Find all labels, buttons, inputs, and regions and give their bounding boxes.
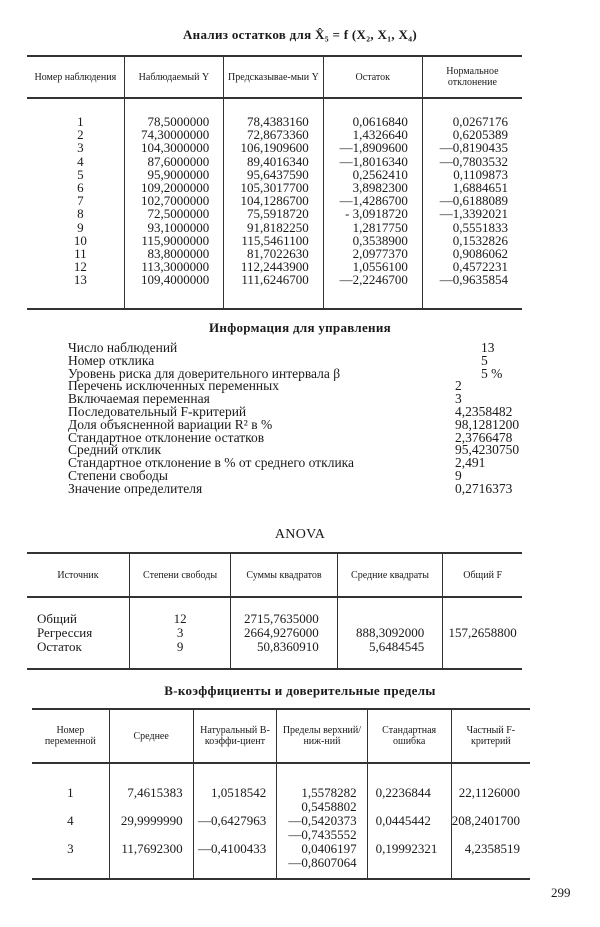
bcoef-var: 3 <box>67 841 74 856</box>
residual-cell: —1,8016340 <box>339 153 408 169</box>
residual-cell: —1,8909600 <box>339 140 408 156</box>
info-label: Значение определителя <box>68 480 203 496</box>
residual-cell: 13 <box>73 272 87 288</box>
info-value: 95,4230750 <box>455 442 520 458</box>
col-header: Остаток <box>323 56 422 98</box>
residual-cell: 0,0267176 <box>452 114 508 129</box>
bcoef-var: 1 <box>67 785 74 800</box>
residual-cell: 12 <box>73 259 87 275</box>
info-list <box>68 342 528 496</box>
residual-cell: —1,3392021 <box>439 206 508 222</box>
residual-cell: 115,9000000 <box>141 232 210 248</box>
residual-cell: 10 <box>73 232 87 248</box>
residual-cell: 78,4383160 <box>246 114 309 129</box>
anova-df: 12 <box>173 611 187 626</box>
bcoef-f: 208,2401700 <box>451 813 520 828</box>
residual-cell: 5 <box>77 166 84 182</box>
bcoef-b: —0,4100433 <box>198 841 267 856</box>
info-label: Степени свободы <box>68 467 168 483</box>
residual-cell: 0,0616840 <box>352 114 408 129</box>
bcoef-title: B-коэффициенты и доверительные пределы <box>164 683 436 698</box>
residual-cell: 93,1000000 <box>147 219 210 235</box>
info-value: 9 <box>455 467 462 483</box>
anova-source: Остаток <box>37 639 82 654</box>
col-header: Предсказывае-мыи Y <box>224 56 324 98</box>
col-header: Источник <box>27 553 129 597</box>
residual-cell: 78,5000000 <box>147 114 210 129</box>
residual-cell: 0,9086062 <box>452 245 508 261</box>
residual-cell: 115,5461100 <box>241 232 309 248</box>
bcoef-upper: —0,5420373 <box>288 813 357 828</box>
col-header: Суммы квадратов <box>231 553 338 597</box>
residual-cell: 81,7022630 <box>246 245 309 261</box>
residual-cell: 95,9000000 <box>147 166 210 182</box>
residual-cell: 105,3017700 <box>240 179 309 195</box>
residual-cell: —0,7803532 <box>439 153 508 169</box>
bcoef-mean: 29,9999990 <box>120 813 183 828</box>
anova-df: 9 <box>176 639 184 654</box>
residual-cell: 3,8982300 <box>352 179 408 195</box>
residual-cell: 0,5551833 <box>452 219 508 235</box>
info-label: Стандартное отклонение в % от среднего отклика <box>68 455 355 471</box>
anova-f: 157,2658800 <box>448 625 517 640</box>
residual-cell: 2,0977370 <box>352 245 408 261</box>
bcoef-lower: —0,8607064 <box>288 855 357 870</box>
residuals-table <box>27 55 522 310</box>
anova-df: 3 <box>176 625 184 640</box>
info-label: Последовательный F-критерий <box>68 403 247 419</box>
residual-cell: 72,8673360 <box>246 127 309 143</box>
residual-cell: 0,4572231 <box>452 259 508 275</box>
residual-cell: 72,5000000 <box>147 206 210 222</box>
bcoef-b: —0,6427963 <box>198 813 267 828</box>
info-value: 2,491 <box>455 455 486 471</box>
residual-cell: —2,2246700 <box>339 272 408 288</box>
residual-cell: 9 <box>77 219 84 235</box>
bcoef-var: 4 <box>67 813 74 828</box>
info-value: 13 <box>481 340 495 355</box>
col-header: Номер переменной <box>32 709 109 763</box>
residual-cell: 0,2562410 <box>352 166 408 182</box>
residual-cell: 8 <box>77 206 84 222</box>
residual-cell: 91,8182250 <box>246 219 309 235</box>
anova-source: Регрессия <box>37 625 93 640</box>
residual-cell: 7 <box>77 193 84 209</box>
bcoef-upper: 0,0406197 <box>301 841 357 856</box>
anova-table <box>27 552 522 670</box>
info-label: Доля объясненной вариации R² в % <box>68 416 273 432</box>
anova-ss: 2715,7635000 <box>244 611 319 626</box>
info-label: Включаемая переменная <box>68 391 210 407</box>
col-header: Натуральный B-коэффи-циент <box>193 709 277 763</box>
anova-source: Общий <box>37 611 77 626</box>
anova-ms: 5,6484545 <box>369 639 425 654</box>
residual-cell: —0,8190435 <box>439 140 508 156</box>
info-row <box>68 480 528 496</box>
bcoef-table <box>32 708 530 880</box>
residual-cell: 102,7000000 <box>140 193 210 209</box>
bcoef-se: 0,2236844 <box>375 785 431 800</box>
info-value: 2,3766478 <box>455 429 513 445</box>
residual-cell: 113,3000000 <box>141 259 210 275</box>
residual-cell: 0,1532826 <box>452 232 508 248</box>
bcoef-b: 1,0518542 <box>211 785 267 800</box>
info-label: Число наблюдений <box>68 340 178 355</box>
residual-cell: 0,6205389 <box>452 127 508 143</box>
residual-cell: 75,5918720 <box>246 206 309 222</box>
residual-cell: 11 <box>74 245 87 261</box>
bcoef-mean: 11,7692300 <box>121 841 183 856</box>
bcoef-mean: 7,4615383 <box>127 785 183 800</box>
info-value: 98,1281200 <box>455 416 520 432</box>
residual-cell: 111,6246700 <box>241 272 309 288</box>
col-header: Нормальное отклонение <box>422 56 522 98</box>
col-header: Частный F-критерий <box>451 709 530 763</box>
residual-cell: 3 <box>77 140 84 156</box>
residual-cell: 87,6000000 <box>147 153 210 169</box>
info-value: 0,2716373 <box>455 480 513 496</box>
residual-cell: 112,2443900 <box>240 259 309 275</box>
info-label: Стандартное отклонение остатков <box>68 429 265 445</box>
bcoef-f: 22,1126000 <box>458 785 520 800</box>
col-header: Общий F <box>443 553 522 597</box>
bcoef-se: 0,0445442 <box>375 813 431 828</box>
bcoef-lower: —0,7435552 <box>288 827 357 842</box>
residual-cell: 6 <box>77 179 84 195</box>
residual-cell: —0,6188089 <box>439 193 508 209</box>
anova-title: ANOVA <box>274 527 326 542</box>
info-label: Номер отклика <box>68 352 155 368</box>
anova-ss: 2664,9276000 <box>244 625 319 640</box>
residual-cell: 89,4016340 <box>246 153 309 169</box>
info-value: 5 % <box>481 365 503 381</box>
residual-cell: - 3,0918720 <box>345 206 408 222</box>
residual-cell: —1,4286700 <box>339 193 408 209</box>
residual-cell: 2 <box>77 127 84 143</box>
residual-cell: 0,3538900 <box>352 232 408 248</box>
residual-cell: 104,3000000 <box>140 140 210 156</box>
anova-ss: 50,8360910 <box>257 639 319 654</box>
residual-cell: 95,6437590 <box>246 166 309 182</box>
bcoef-se: 0,19992321 <box>375 841 438 856</box>
col-header: Степени свободы <box>129 553 230 597</box>
residual-cell: 1,6884651 <box>452 179 508 195</box>
info-value: 5 <box>481 352 488 368</box>
bcoef-f: 4,2358519 <box>464 841 520 856</box>
residual-cell: 104,1286700 <box>240 193 309 209</box>
col-header: Наблюдаемый Y <box>124 56 224 98</box>
residual-cell: 4 <box>77 153 84 169</box>
info-label: Средний отклик <box>68 442 162 458</box>
residual-cell: 106,1909600 <box>240 140 309 156</box>
bcoef-lower: 0,5458802 <box>301 799 357 814</box>
info-value: 2 <box>455 378 462 394</box>
residual-cell: 1,0556100 <box>352 259 408 275</box>
col-header: Пределы верхний/ниж-ний <box>277 709 367 763</box>
residual-cell: 1,4326640 <box>352 127 408 143</box>
col-header: Номер наблюдения <box>27 56 124 98</box>
residual-cell: 109,2000000 <box>140 179 210 195</box>
col-header: Средние квадраты <box>337 553 442 597</box>
page-number: 299 <box>551 885 571 900</box>
residual-cell: 83,8000000 <box>147 245 210 261</box>
residual-cell: —0,9635854 <box>439 272 508 288</box>
info-label: Уровень риска для доверительного интервала β <box>68 365 341 381</box>
col-header: Стандартная ошибка <box>367 709 451 763</box>
residual-cell: 0,1109873 <box>453 166 508 182</box>
residuals-title: Анализ остатков для X̂₅ = f (X₂, X₁, X₄) <box>182 27 418 42</box>
bcoef-upper: 1,5578282 <box>301 785 357 800</box>
residual-cell: 1 <box>77 114 84 129</box>
col-header: Среднее <box>109 709 193 763</box>
info-title: Информация для управления <box>209 320 391 335</box>
anova-ms: 888,3092000 <box>356 625 425 640</box>
residual-cell: 109,4000000 <box>140 272 210 288</box>
info-value: 4,2358482 <box>455 403 513 419</box>
info-value: 3 <box>455 391 462 407</box>
info-label: Перечень исключенных переменных <box>68 378 279 394</box>
residual-cell: 74,30000000 <box>140 127 210 143</box>
residual-cell: 1,2817750 <box>352 219 408 235</box>
